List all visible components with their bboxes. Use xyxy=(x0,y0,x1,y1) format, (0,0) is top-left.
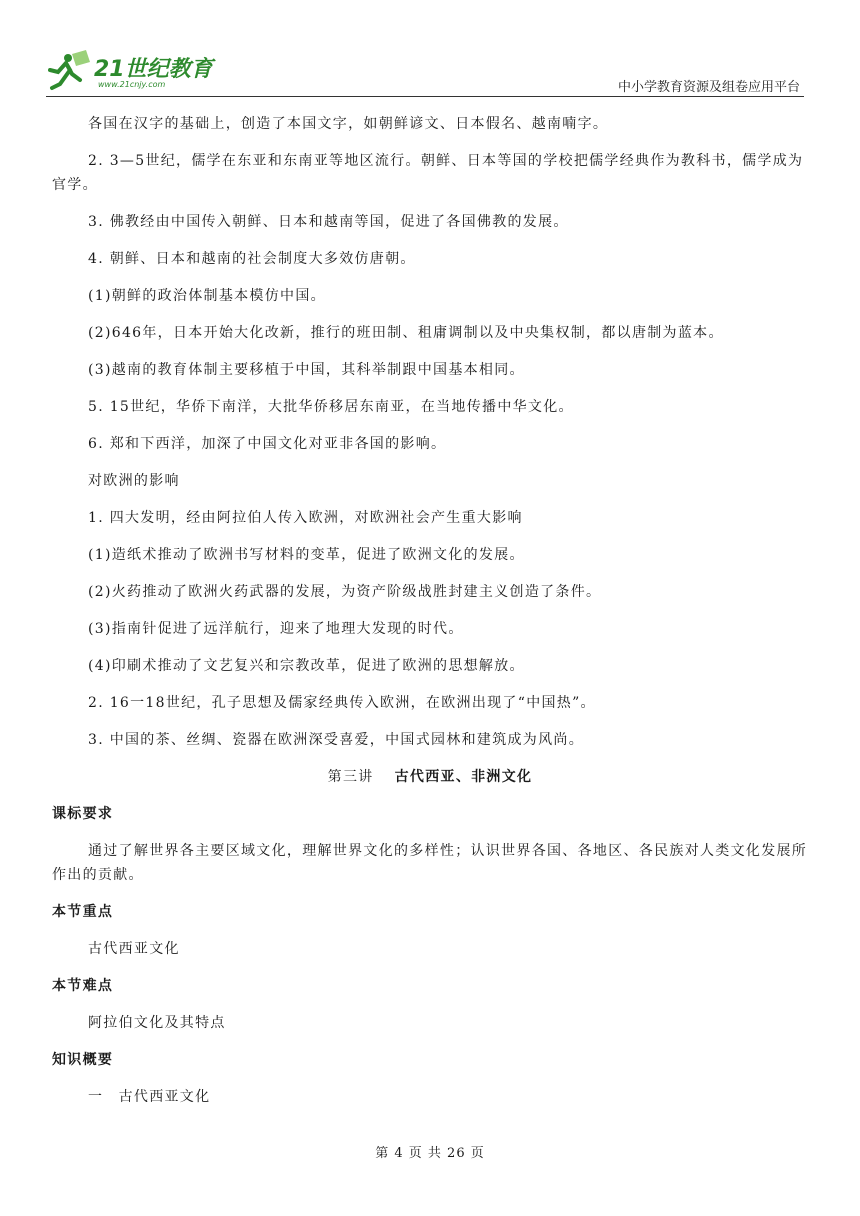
logo xyxy=(46,48,236,94)
paragraph: 阿拉伯文化及其特点 xyxy=(88,1015,226,1031)
paragraph: 3. 佛教经由中国传入朝鲜、日本和越南等国，促进了各国佛教的发展。 xyxy=(88,214,569,230)
paragraph: 4. 朝鲜、日本和越南的社会制度大多效仿唐朝。 xyxy=(88,251,416,267)
paragraph: (1)朝鲜的政治体制基本模仿中国。 xyxy=(88,288,326,304)
paragraph: (3)指南针促进了远洋航行，迎来了地理大发现的时代。 xyxy=(88,621,464,637)
paragraph: (2)火药推动了欧洲火药武器的发展，为资产阶级战胜封建主义创造了条件。 xyxy=(88,584,602,600)
paragraph: (3)越南的教育体制主要移植于中国，其科举制跟中国基本相同。 xyxy=(88,362,525,378)
logo-text: 21世纪教育 xyxy=(94,57,213,82)
header-divider xyxy=(46,96,804,97)
paragraph: 6. 郑和下西洋，加深了中国文化对亚非各国的影响。 xyxy=(88,436,447,452)
page-footer: 第 4 页 共 26 页 xyxy=(375,1146,485,1161)
paragraph: 3. 中国的茶、丝绸、瓷器在欧洲深受喜爱，中国式园林和建筑成为风尚。 xyxy=(88,732,585,748)
section-heading: 课标要求 xyxy=(52,806,114,822)
section-heading: 知识概要 xyxy=(52,1052,114,1068)
platform-name: 中小学教育资源及组卷应用平台 xyxy=(617,80,800,95)
paragraph: 2. 3—5世纪，儒学在东亚和东南亚等地区流行。朝鲜、日本等国的学校把儒学经典作为教科书，儒学成为官学。 xyxy=(52,153,804,193)
paragraph: 一 古代西亚文化 xyxy=(88,1089,211,1105)
paragraph: (2)646年，日本开始大化改新，推行的班田制、租庸调制以及中央集权制，都以唐制为蓝本。 xyxy=(88,325,724,341)
document-body xyxy=(52,112,808,1109)
subheading: 对欧洲的影响 xyxy=(88,473,180,489)
section-heading: 本节难点 xyxy=(52,978,114,994)
lecture-heading xyxy=(52,765,808,789)
logo-url: www.21cnjy.com xyxy=(98,80,166,89)
runner-logo-icon xyxy=(46,48,94,92)
paragraph: 1. 四大发明，经由阿拉伯人传入欧洲，对欧洲社会产生重大影响 xyxy=(88,510,523,526)
paragraph: 古代西亚文化 xyxy=(88,941,180,957)
section-heading: 本节重点 xyxy=(52,904,114,920)
paragraph: (1)造纸术推动了欧洲书写材料的变革，促进了欧洲文化的发展。 xyxy=(88,547,525,563)
page-header xyxy=(46,44,804,102)
lecture-title: 古代西亚、非洲文化 xyxy=(394,769,533,785)
lecture-prefix: 第三讲 xyxy=(327,769,374,785)
paragraph: 各国在汉字的基础上，创造了本国文字，如朝鲜谚文、日本假名、越南喃字。 xyxy=(88,116,609,132)
paragraph: 5. 15世纪，华侨下南洋，大批华侨移居东南亚，在当地传播中华文化。 xyxy=(88,399,574,415)
paragraph: 2. 16一18世纪，孔子思想及儒家经典传入欧洲，在欧洲出现了“中国热”。 xyxy=(88,695,596,711)
paragraph: (4)印刷术推动了文艺复兴和宗教改革，促进了欧洲的思想解放。 xyxy=(88,658,525,674)
paragraph: 通过了解世界各主要区域文化，理解世界文化的多样性；认识世界各国、各地区、各民族对人类文化发展所作出的贡献。 xyxy=(52,843,808,883)
